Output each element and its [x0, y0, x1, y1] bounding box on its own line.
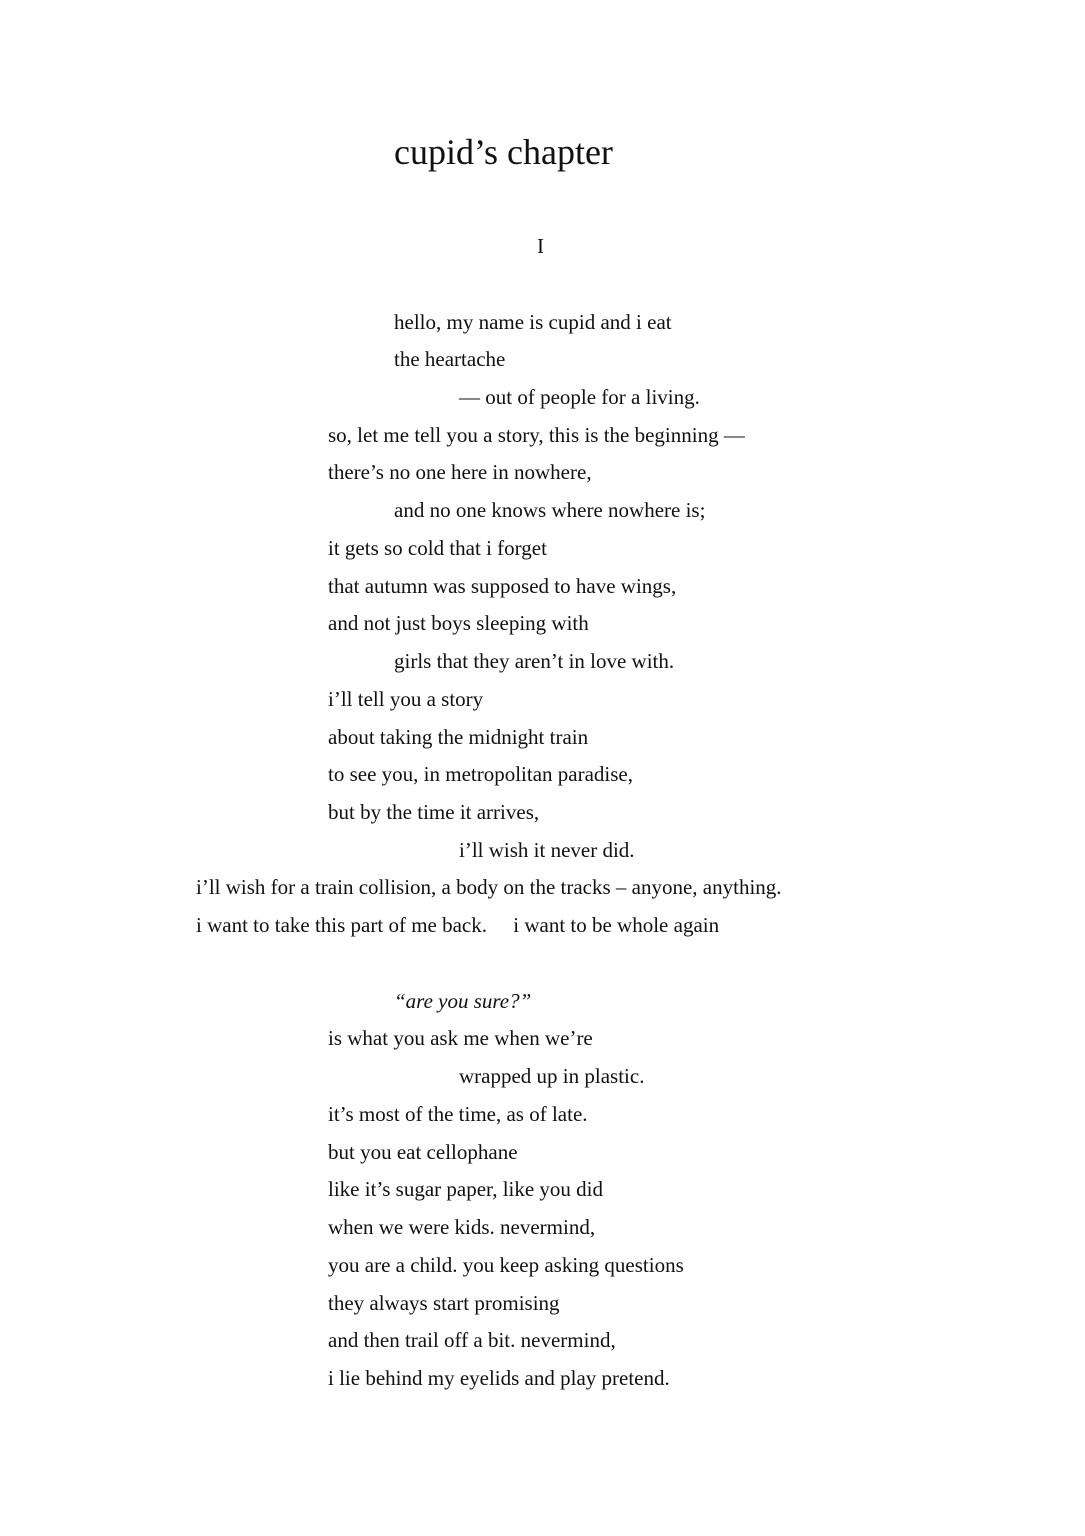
poem-line: i want to take this part of me back. i want to be whole again	[196, 913, 720, 937]
poem-line: there’s no one here in nowhere,	[328, 460, 592, 484]
poem-line: about taking the midnight train	[328, 725, 589, 749]
poem-line: i’ll tell you a story	[328, 687, 484, 711]
poem-line: that autumn was supposed to have wings,	[328, 574, 677, 598]
poem-line: they always start promising	[328, 1291, 560, 1315]
poem-line: — out of people for a living.	[459, 385, 700, 409]
poem-line: it gets so cold that i forget	[328, 536, 547, 560]
poem-line: but you eat cellophane	[328, 1140, 518, 1164]
poem-line: wrapped up in plastic.	[459, 1064, 645, 1088]
poem-line: i’ll wish it never did.	[459, 838, 635, 862]
poem-line: girls that they aren’t in love with.	[394, 649, 675, 673]
poem-line: it’s most of the time, as of late.	[328, 1102, 588, 1126]
poem-line: hello, my name is cupid and i eat	[394, 310, 672, 334]
poem-line: but by the time it arrives,	[328, 800, 540, 824]
poem-line: i’ll wish for a train collision, a body on the tracks – anyone, anything.	[196, 875, 782, 899]
poem-line: to see you, in metropolitan paradise,	[328, 762, 634, 786]
poem-line-quote: “are you sure?”	[394, 989, 532, 1013]
poem-line: and no one knows where nowhere is;	[394, 498, 706, 522]
poem-line: and then trail off a bit. nevermind,	[328, 1328, 616, 1352]
poem-line: like it’s sugar paper, like you did	[328, 1177, 604, 1201]
poem-title: cupid’s chapter	[394, 132, 613, 172]
poem-line: you are a child. you keep asking questions	[328, 1253, 684, 1277]
poem-line: so, let me tell you a story, this is the beginning —	[328, 423, 745, 447]
poem-line: the heartache	[394, 347, 506, 371]
section-number: I	[537, 234, 544, 258]
poem-line: and not just boys sleeping with	[328, 611, 589, 635]
poem-line: is what you ask me when we’re	[328, 1026, 593, 1050]
poem-line: when we were kids. nevermind,	[328, 1215, 596, 1239]
poem-line: i lie behind my eyelids and play pretend.	[328, 1366, 670, 1390]
